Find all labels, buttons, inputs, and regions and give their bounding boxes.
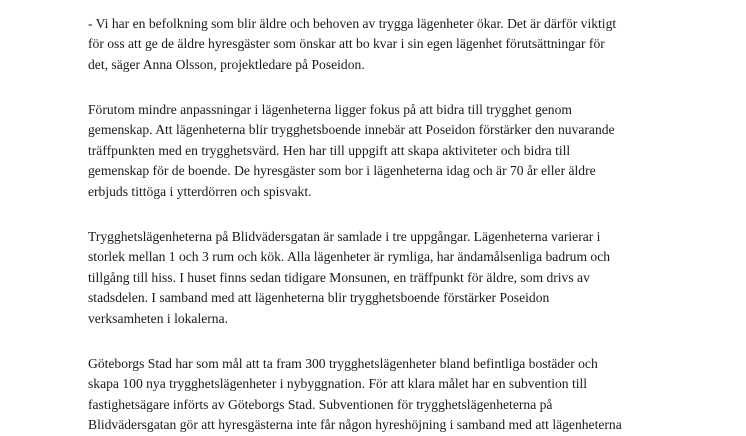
text-line: det, säger Anna Olsson, projektledare på Poseidon. <box>88 56 365 72</box>
text-line: - Vi har en befolkning som blir äldre och behoven av trygga lägenheter ökar. Det är därför viktigt <box>88 16 617 31</box>
paragraph-community-focus <box>88 100 688 202</box>
text-line: Blidvädersgatan gör att hyresgästerna inte får någon hyreshöjning i samband med att lägenheterna <box>88 417 622 433</box>
paragraph-quote <box>88 14 688 75</box>
text-line: för oss att ge de äldre hyresgäster som önskar att bo kvar i sin egen lägenhet förutsättningar för <box>88 36 605 52</box>
text-line: fastighetsägare införts av Göteborgs Stad. Subventionen för trygghetslägenheterna på <box>88 396 553 412</box>
text-line: stadsdelen. I samband med att lägenheterna blir trygghetsboende förstärker Poseidon <box>88 290 550 306</box>
paragraph-apartments <box>88 227 688 329</box>
text-line: verksamheten i lokalerna. <box>88 310 229 326</box>
text-line: erbjuds tittöga i ytterdörren och spisvakt. <box>88 183 312 199</box>
text-line: Göteborgs Stad har som mål att ta fram 300 trygghetslägenheter bland befintliga bostäder och <box>88 356 598 371</box>
text-line: Förutom mindre anpassningar i lägenheterna ligger fokus på att bidra till trygghet genom <box>88 102 572 117</box>
text-line: Trygghetslägenheterna på Blidvädersgatan är samlade i tre uppgångar. Lägenheterna varierar i <box>88 229 601 244</box>
text-line: skapa 100 nya trygghetslägenheter i nybyggnation. För att klara målet har en subvention till <box>88 376 588 392</box>
text-line: tillgång till hiss. I huset finns sedan tidigare Monsunen, en träffpunkt för äldre, som drivs av <box>88 269 590 285</box>
text-line: gemenskap för de boende. De hyresgäster som bor i lägenheterna idag och är 70 år eller äldre <box>88 163 596 179</box>
text-line: träffpunkten med en trygghetsvärd. Hen har till uppgift att skapa aktiviteter och bidra till <box>88 142 571 158</box>
paragraph-city-goals <box>88 354 688 436</box>
text-line: gemenskap. Att lägenheterna blir trygghetsboende innebär att Poseidon förstärker den nuvarande <box>88 122 615 138</box>
text-line: storlek mellan 1 och 3 rum och kök. Alla lägenheter är rymliga, har ändamålsenliga badrum och <box>88 249 611 265</box>
